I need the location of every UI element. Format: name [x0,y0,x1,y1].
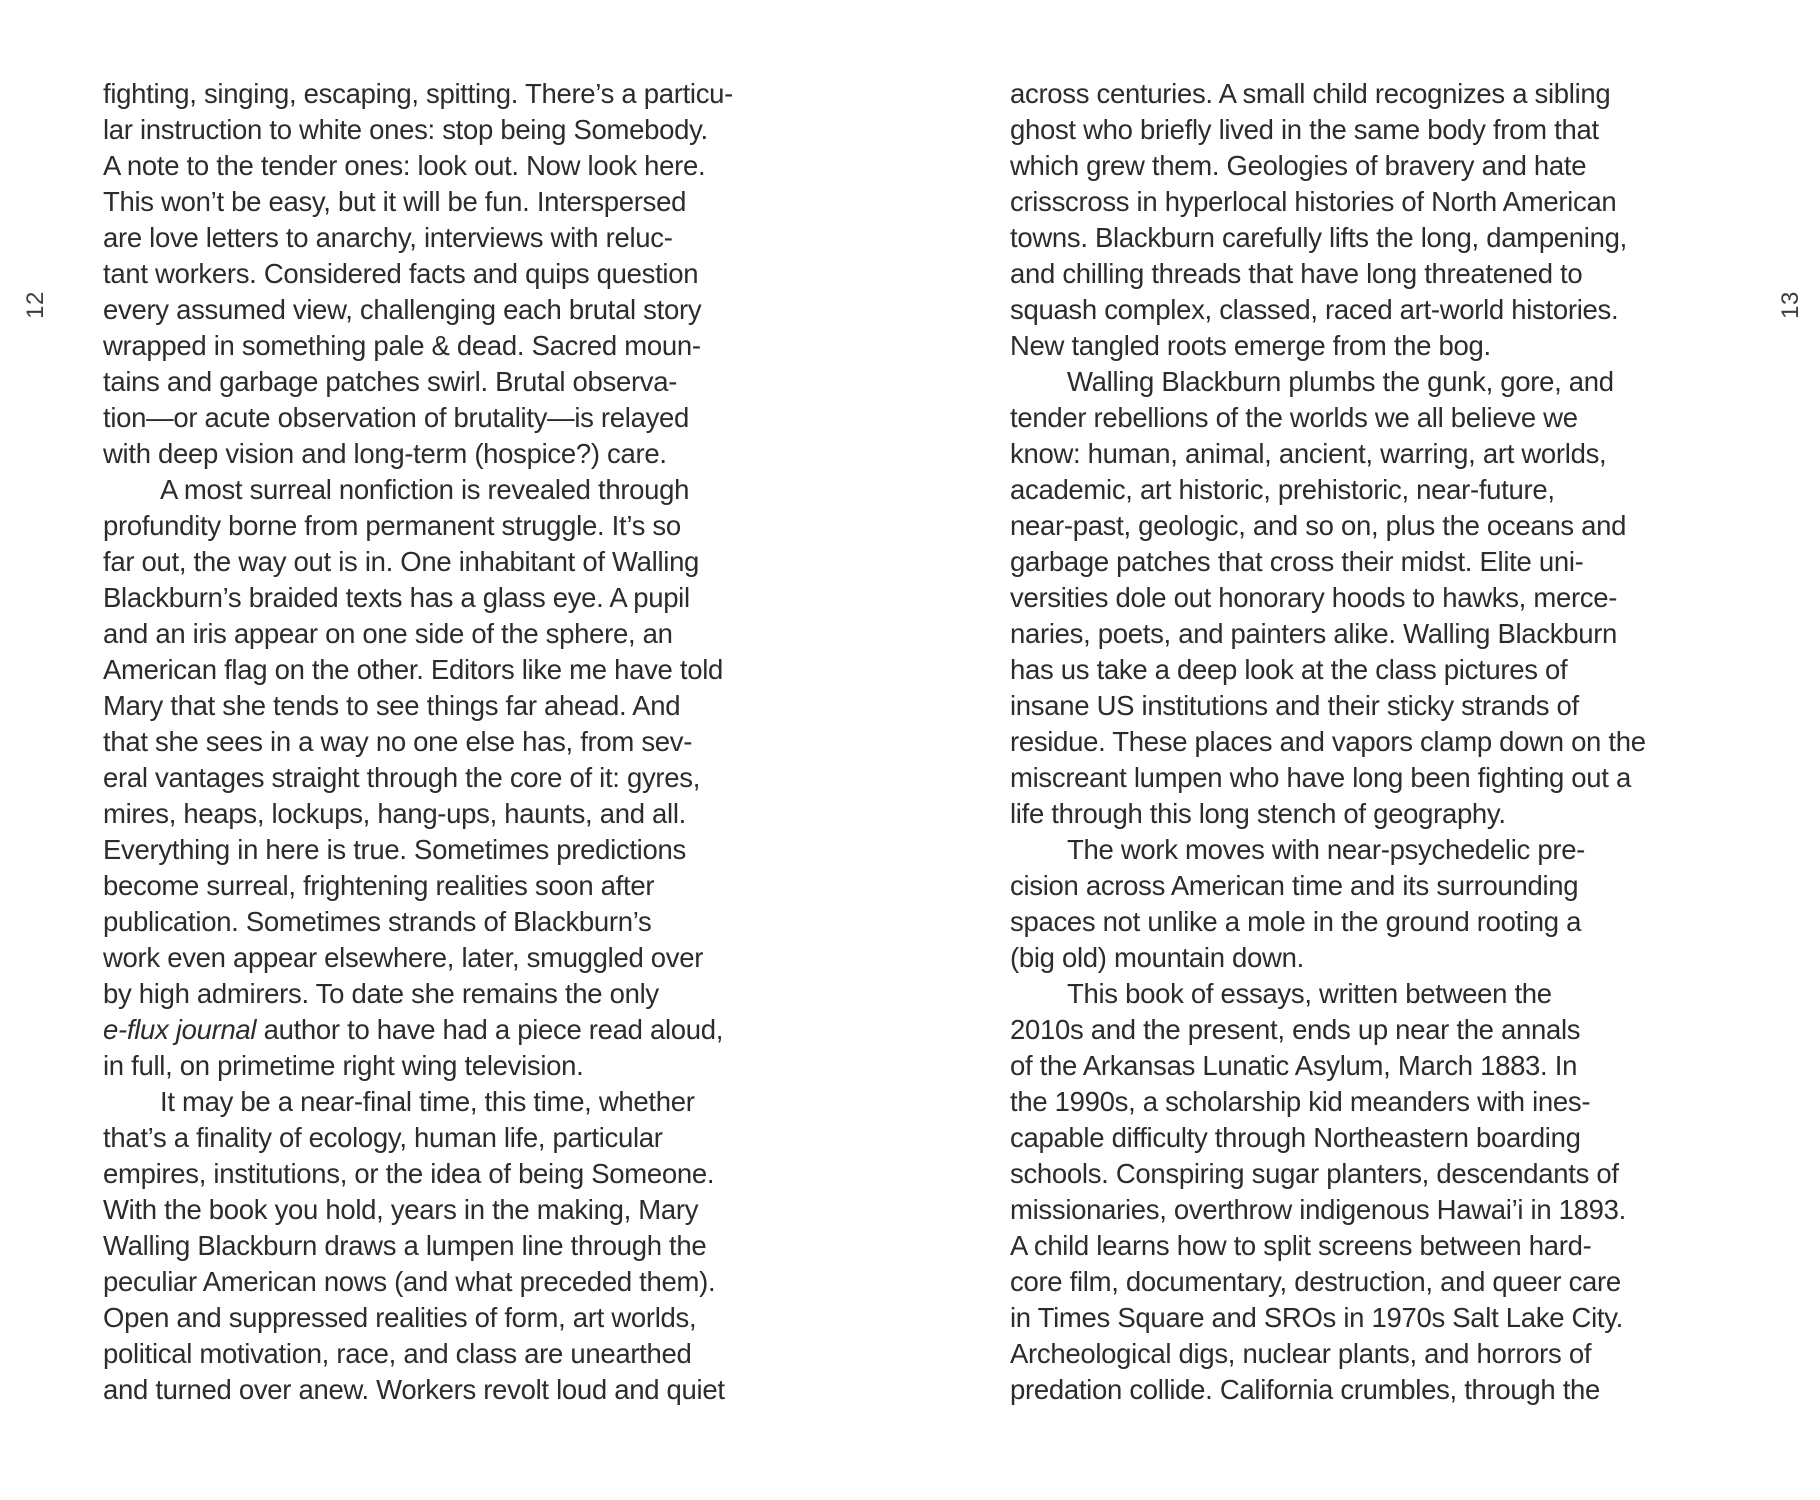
text-line: missionaries, overthrow indigenous Hawai’i in 1893. [1010,1194,1626,1225]
page-number-right: 13 [1777,291,1804,319]
left-page-text-column [103,76,843,1408]
text-line: New tangled roots emerge from the bog. [1010,330,1491,361]
right-page-text-column [1010,76,1750,1408]
text-line: miscreant lumpen who have long been fighting out a [1010,762,1631,793]
text-line: near-past, geologic, and so on, plus the oceans and [1010,510,1627,541]
paragraph-first-line: It may be a near-final time, this time, whether [160,1086,695,1117]
text-line: eral vantages straight through the core of it: gyres, [103,762,701,793]
paragraph-first-line: Walling Blackburn plumbs the gunk, gore, and [1067,366,1614,397]
paragraph-first-line: The work moves with near-psychedelic pre- [1067,834,1586,865]
text-line: A child learns how to split screens between hard- [1010,1230,1592,1261]
text-line: Walling Blackburn draws a lumpen line through the [103,1230,707,1261]
text-line: across centuries. A small child recognizes a sibling [1010,78,1611,109]
text-line: peculiar American nows (and what preceded them). [103,1266,716,1297]
text-line: political motivation, race, and class are unearthed [103,1338,692,1369]
text-line: which grew them. Geologies of bravery and hate [1010,150,1587,181]
text-line: insane US institutions and their sticky strands of [1010,690,1579,721]
text-line: by high admirers. To date she remains the only [103,978,659,1009]
text-line: profundity borne from permanent struggle. It’s so [103,510,681,541]
text-line: schools. Conspiring sugar planters, descendants of [1010,1158,1619,1189]
text-line: garbage patches that cross their midst. Elite uni- [1010,546,1584,577]
text-line: spaces not unlike a mole in the ground rooting a [1010,906,1582,937]
text-line: With the book you hold, years in the making, Mary [103,1194,699,1225]
text-line: mires, heaps, lockups, hang-ups, haunts, and all. [103,798,687,829]
text-line: lar instruction to white ones: stop being Somebody. [103,114,708,145]
text-line: ghost who briefly lived in the same body from that [1010,114,1599,145]
text-line: Archeological digs, nuclear plants, and horrors of [1010,1338,1592,1369]
text-line: of the Arkansas Lunatic Asylum, March 1883. In [1010,1050,1578,1081]
text-line: tion—or acute observation of brutality—is relayed [103,402,690,433]
text-line: 2010s and the present, ends up near the annals [1010,1014,1581,1045]
text-line: academic, art historic, prehistoric, near-future, [1010,474,1555,505]
text-line: and chilling threads that have long threatened to [1010,258,1583,289]
text-line: towns. Blackburn carefully lifts the long, dampening, [1010,222,1627,253]
text-line-rest: author to have had a piece read aloud, [256,1014,724,1045]
text-line: A note to the tender ones: look out. Now look here. [103,150,706,181]
text-line: capable difficulty through Northeastern boarding [1010,1122,1581,1153]
text-line: in full, on primetime right wing television. [103,1050,584,1081]
text-line: that she sees in a way no one else has, from sev- [103,726,693,757]
text-line: predation collide. California crumbles, through the [1010,1374,1601,1405]
text-line: (big old) mountain down. [1010,942,1304,973]
text-line: that’s a finality of ecology, human life, particular [103,1122,663,1153]
text-line: naries, poets, and painters alike. Walling Blackburn [1010,618,1618,649]
text-line: tender rebellions of the worlds we all believe we [1010,402,1578,433]
page-number-left: 12 [22,291,49,319]
text-line: core film, documentary, destruction, and queer care [1010,1266,1621,1297]
text-line: versities dole out honorary hoods to hawks, merce- [1010,582,1618,613]
text-line: Blackburn’s braided texts has a glass eye. A pupil [103,582,690,613]
text-line: squash complex, classed, raced art-world histories. [1010,294,1619,325]
text-line: in Times Square and SROs in 1970s Salt Lake City. [1010,1302,1624,1333]
text-line: residue. These places and vapors clamp down on the [1010,726,1646,757]
text-line: work even appear elsewhere, later, smuggled over [103,942,704,973]
text-line: the 1990s, a scholarship kid meanders with ines- [1010,1086,1591,1117]
journal-title-italic: e-flux journal [103,1014,257,1045]
text-line: crisscross in hyperlocal histories of North American [1010,186,1617,217]
text-line: cision across American time and its surrounding [1010,870,1579,901]
text-line: fighting, singing, escaping, spitting. There’s a particu- [103,78,734,109]
text-line: Everything in here is true. Sometimes predictions [103,834,686,865]
text-line: American flag on the other. Editors like me have told [103,654,723,685]
paragraph-first-line: This book of essays, written between the [1067,978,1552,1009]
text-line: with deep vision and long-term (hospice?) care. [103,438,667,469]
text-line: become surreal, frightening realities soon after [103,870,655,901]
text-line: wrapped in something pale & dead. Sacred moun- [103,330,701,361]
text-line: has us take a deep look at the class pictures of [1010,654,1568,685]
text-line: This won’t be easy, but it will be fun. Interspersed [103,186,687,217]
text-line: empires, institutions, or the idea of being Someone. [103,1158,715,1189]
text-line: know: human, animal, ancient, warring, art worlds, [1010,438,1607,469]
text-line: tant workers. Considered facts and quips question [103,258,699,289]
text-line: and turned over anew. Workers revolt loud and quiet [103,1374,725,1405]
text-line: Mary that she tends to see things far ahead. And [103,690,681,721]
text-line: Open and suppressed realities of form, art worlds, [103,1302,697,1333]
text-line: every assumed view, challenging each brutal story [103,294,702,325]
text-line: life through this long stench of geography. [1010,798,1506,829]
text-line: far out, the way out is in. One inhabitant of Walling [103,546,700,577]
paragraph-first-line: A most surreal nonfiction is revealed through [160,474,690,505]
text-line: and an iris appear on one side of the sphere, an [103,618,673,649]
text-line: tains and garbage patches swirl. Brutal observa- [103,366,678,397]
text-line: are love letters to anarchy, interviews with reluc- [103,222,673,253]
text-line: publication. Sometimes strands of Blackburn’s [103,906,652,937]
text-line-with-italic [103,1012,843,1048]
